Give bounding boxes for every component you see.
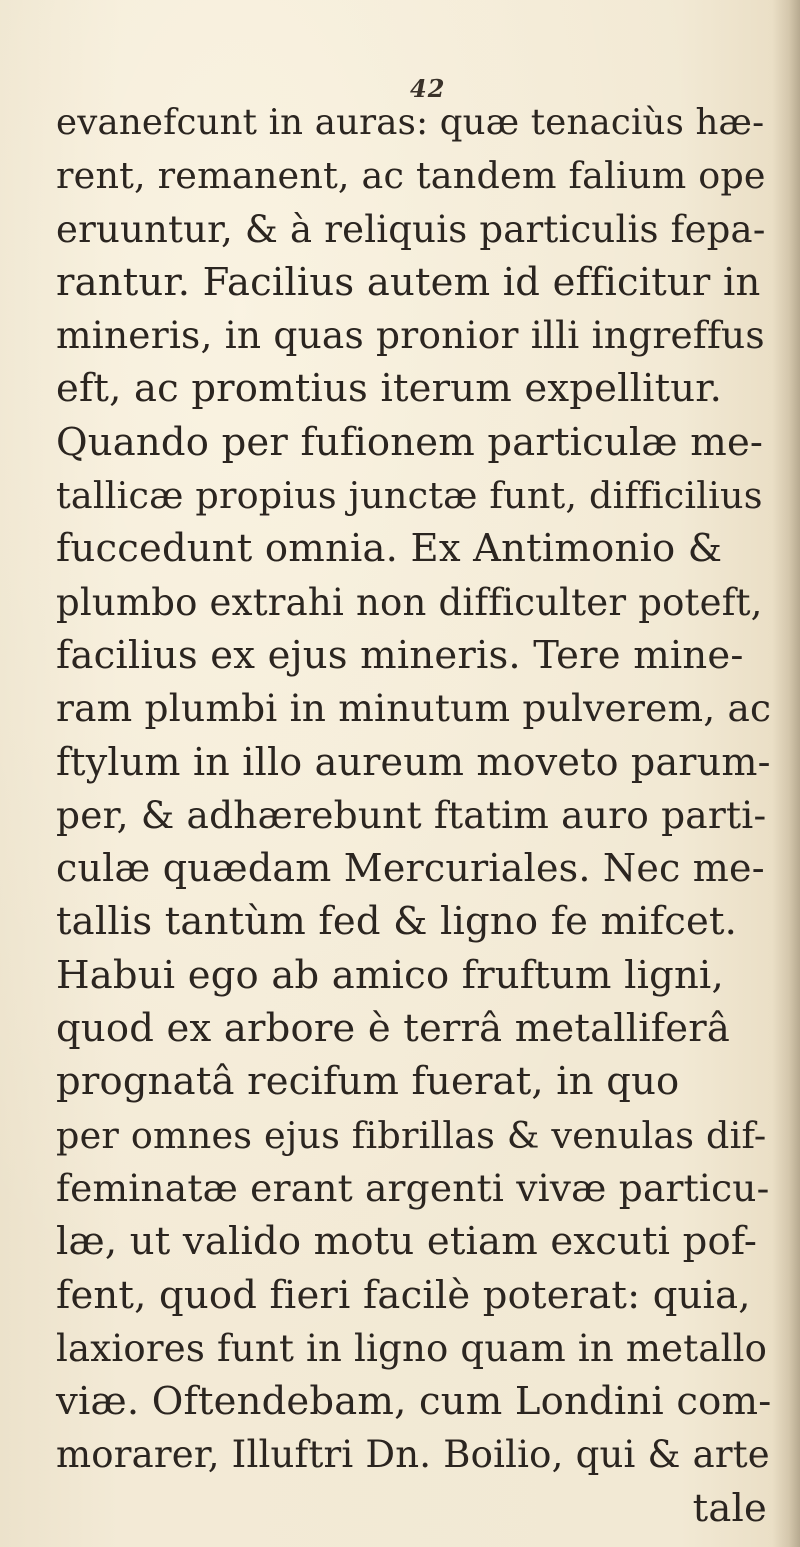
text-line: rent, remanent, ac tandem falium ope: [56, 154, 766, 198]
text-line: Habui ego ab amico fruftum ligni,: [56, 952, 724, 998]
text-line: morarer, Illuftri Dn. Boilio, qui & arte: [56, 1433, 770, 1477]
text-line: laxiores funt in ligno quam in metallo: [56, 1326, 768, 1370]
page-number: 42: [410, 74, 446, 103]
text-line: evanefcunt in auras: quæ tenaciùs hæ-: [56, 102, 765, 143]
text-line: rantur. Facilius autem id efficitur in: [56, 259, 761, 305]
text-line: fuccedunt omnia. Ex Antimonio &: [56, 526, 723, 572]
text-line: Quando per fufionem particulæ me-: [56, 419, 764, 465]
text-line: plumbo extrahi non difficulter poteft,: [56, 580, 763, 624]
text-line: mineris, in quas pronior illi ingreffus: [56, 313, 765, 358]
text-line: ram plumbi in minutum pulverem, ac: [56, 686, 772, 731]
text-line: per, & adhærebunt ftatim auro parti-: [56, 792, 767, 837]
text-line: prognatâ recifum fuerat, in quo: [56, 1059, 680, 1105]
text-line: viæ. Oftendebam, cum Londini com-: [56, 1379, 772, 1425]
text-line: culæ quædam Mercuriales. Nec me-: [56, 846, 765, 891]
text-line: ftylum in illo aureum moveto parum-: [56, 739, 771, 784]
text-line: tallicæ propius junctæ funt, difficilius: [56, 474, 763, 518]
text-line: eruuntur, & à reliquis particulis fepa-: [56, 207, 766, 251]
text-line: feminatæ erant argenti vivæ particu-: [56, 1165, 770, 1210]
text-line: tallis tantùm fed & ligno fe mifcet.: [56, 899, 738, 945]
page-spine-shadow: [772, 0, 800, 1547]
text-line: læ, ut valido motu etiam excuti pof-: [56, 1219, 758, 1265]
text-line: facilius ex ejus mineris. Tere mine-: [56, 632, 744, 678]
text-line: per omnes ejus fibrillas & venulas dif-: [56, 1113, 767, 1157]
text-line: eft, ac promtius iterum expellitur.: [56, 366, 723, 412]
catchword: tale: [692, 1485, 767, 1531]
text-line: fent, quod fieri facilè poterat: quia,: [56, 1272, 751, 1318]
body-text: [56, 96, 771, 1535]
text-line: quod ex arbore è terrâ metalliferâ: [56, 1006, 730, 1052]
